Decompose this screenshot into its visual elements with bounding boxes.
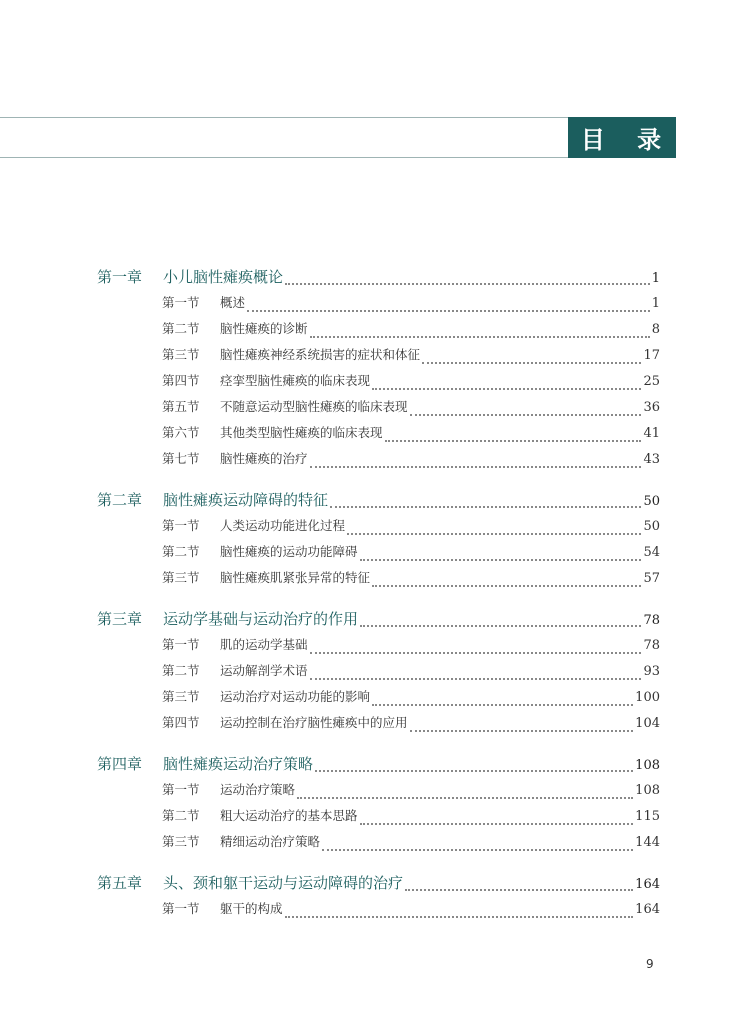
section-page: 41 <box>643 426 660 441</box>
toc-chapter <box>97 489 660 594</box>
toc-section-row[interactable] <box>97 371 660 397</box>
chapter-gap <box>97 475 660 489</box>
section-number: 第一节 <box>162 637 200 652</box>
section-page: 78 <box>643 638 660 653</box>
dot-leader <box>372 387 641 390</box>
section-number: 第三节 <box>162 834 200 849</box>
section-title: 运动控制在治疗脑性瘫痪中的应用 <box>220 715 408 730</box>
dot-leader <box>405 888 633 891</box>
section-title: 痉挛型脑性瘫痪的临床表现 <box>220 373 371 388</box>
dot-leader <box>385 439 642 442</box>
section-number: 第一节 <box>162 295 200 310</box>
toc-section-row[interactable] <box>97 423 660 449</box>
section-number: 第一节 <box>162 518 200 533</box>
dot-leader <box>410 413 642 416</box>
section-page: 17 <box>643 348 660 363</box>
section-title: 脑性瘫痪的治疗 <box>220 451 308 466</box>
dot-leader <box>372 703 633 706</box>
dot-leader <box>347 532 641 535</box>
dot-leader <box>310 335 650 338</box>
section-page: 144 <box>635 835 660 850</box>
dot-leader <box>330 505 641 508</box>
chapter-page: 1 <box>651 271 660 286</box>
toc-section-row[interactable] <box>97 806 660 832</box>
toc-section-row[interactable] <box>97 661 660 687</box>
section-number: 第二节 <box>162 321 200 336</box>
toc-chapter-row[interactable] <box>97 753 660 780</box>
page-title: 目 录 <box>568 117 676 158</box>
section-title: 运动治疗对运动功能的影响 <box>220 689 371 704</box>
toc-section-row[interactable] <box>97 449 660 475</box>
chapter-gap <box>97 858 660 872</box>
section-page: 36 <box>643 400 660 415</box>
dot-leader <box>360 624 641 627</box>
section-page: 8 <box>651 322 660 337</box>
section-number: 第二节 <box>162 544 200 559</box>
section-page: 164 <box>635 902 660 917</box>
toc-section-row[interactable] <box>97 345 660 371</box>
toc-section-row[interactable] <box>97 832 660 858</box>
chapter-number: 第一章 <box>97 268 143 286</box>
toc-section-row[interactable] <box>97 516 660 542</box>
section-title: 粗大运动治疗的基本思路 <box>220 808 358 823</box>
toc-section-row[interactable] <box>97 687 660 713</box>
section-page: 93 <box>643 664 660 679</box>
section-title: 脑性瘫痪肌紧张异常的特征 <box>220 570 371 585</box>
chapter-page: 50 <box>643 494 660 509</box>
section-page: 54 <box>643 545 660 560</box>
toc-chapter-row[interactable] <box>97 489 660 516</box>
section-number: 第二节 <box>162 808 200 823</box>
section-number: 第三节 <box>162 347 200 362</box>
toc-chapter <box>97 266 660 475</box>
toc-section-row[interactable] <box>97 542 660 568</box>
section-title: 躯干的构成 <box>220 901 283 916</box>
section-number: 第四节 <box>162 373 200 388</box>
section-title: 运动治疗策略 <box>220 782 296 797</box>
section-number: 第五节 <box>162 399 200 414</box>
section-title: 其他类型脑性瘫痪的临床表现 <box>220 425 383 440</box>
section-title: 精细运动治疗策略 <box>220 834 321 849</box>
toc-chapter-row[interactable] <box>97 872 660 899</box>
chapter-number: 第五章 <box>97 874 143 892</box>
section-title: 脑性瘫痪的诊断 <box>220 321 308 336</box>
toc-section-row[interactable] <box>97 635 660 661</box>
section-page: 108 <box>635 783 660 798</box>
toc-section-row[interactable] <box>97 899 660 925</box>
section-number: 第一节 <box>162 901 200 916</box>
dot-leader <box>372 584 641 587</box>
chapter-number: 第二章 <box>97 491 143 509</box>
section-number: 第六节 <box>162 425 200 440</box>
table-of-contents <box>97 266 660 925</box>
chapter-title: 脑性瘫痪运动治疗策略 <box>163 755 314 773</box>
section-title: 人类运动功能进化过程 <box>220 518 346 533</box>
chapter-number: 第四章 <box>97 755 143 773</box>
chapter-number: 第三章 <box>97 610 143 628</box>
toc-chapter <box>97 608 660 739</box>
section-title: 概述 <box>220 295 246 310</box>
section-title: 肌的运动学基础 <box>220 637 308 652</box>
section-number: 第一节 <box>162 782 200 797</box>
header-rule <box>0 117 570 158</box>
chapter-title: 小儿脑性瘫痪概论 <box>163 268 284 286</box>
dot-leader <box>360 558 642 561</box>
section-title: 脑性瘫痪神经系统损害的症状和体征 <box>220 347 421 362</box>
section-title: 不随意运动型脑性瘫痪的临床表现 <box>220 399 408 414</box>
section-title: 运动解剖学术语 <box>220 663 308 678</box>
chapter-title: 运动学基础与运动治疗的作用 <box>163 610 359 628</box>
toc-section-row[interactable] <box>97 319 660 345</box>
section-page: 104 <box>635 716 660 731</box>
section-page: 1 <box>651 296 660 311</box>
dot-leader <box>422 361 641 364</box>
toc-section-row[interactable] <box>97 397 660 423</box>
toc-section-row[interactable] <box>97 780 660 806</box>
toc-section-row[interactable] <box>97 713 660 739</box>
chapter-page: 78 <box>643 613 660 628</box>
section-page: 57 <box>643 571 660 586</box>
dot-leader <box>410 729 634 732</box>
section-number: 第二节 <box>162 663 200 678</box>
toc-chapter <box>97 872 660 925</box>
section-number: 第三节 <box>162 689 200 704</box>
section-number: 第三节 <box>162 570 200 585</box>
section-page: 115 <box>635 809 660 824</box>
page-number: 9 <box>646 957 654 971</box>
toc-section-row[interactable] <box>97 293 660 319</box>
section-number: 第四节 <box>162 715 200 730</box>
toc-chapter <box>97 753 660 858</box>
section-page: 43 <box>643 452 660 467</box>
section-page: 50 <box>643 519 660 534</box>
chapter-title: 头、颈和躯干运动与运动障碍的治疗 <box>163 874 404 892</box>
toc-chapter-row[interactable] <box>97 608 660 635</box>
chapter-title: 脑性瘫痪运动障碍的特征 <box>163 491 329 509</box>
dot-leader <box>285 282 650 285</box>
chapter-page: 108 <box>635 758 660 773</box>
dot-leader <box>322 848 633 851</box>
section-page: 100 <box>635 690 660 705</box>
chapter-gap <box>97 594 660 608</box>
dot-leader <box>310 651 642 654</box>
dot-leader <box>247 309 650 312</box>
section-title: 脑性瘫痪的运动功能障碍 <box>220 544 358 559</box>
dot-leader <box>310 465 642 468</box>
section-page: 25 <box>643 374 660 389</box>
chapter-gap <box>97 739 660 753</box>
dot-leader <box>315 769 633 772</box>
dot-leader <box>360 822 634 825</box>
dot-leader <box>297 796 633 799</box>
dot-leader <box>285 915 634 918</box>
section-number: 第七节 <box>162 451 200 466</box>
toc-section-row[interactable] <box>97 568 660 594</box>
dot-leader <box>310 677 642 680</box>
chapter-page: 164 <box>635 877 660 892</box>
toc-chapter-row[interactable] <box>97 266 660 293</box>
